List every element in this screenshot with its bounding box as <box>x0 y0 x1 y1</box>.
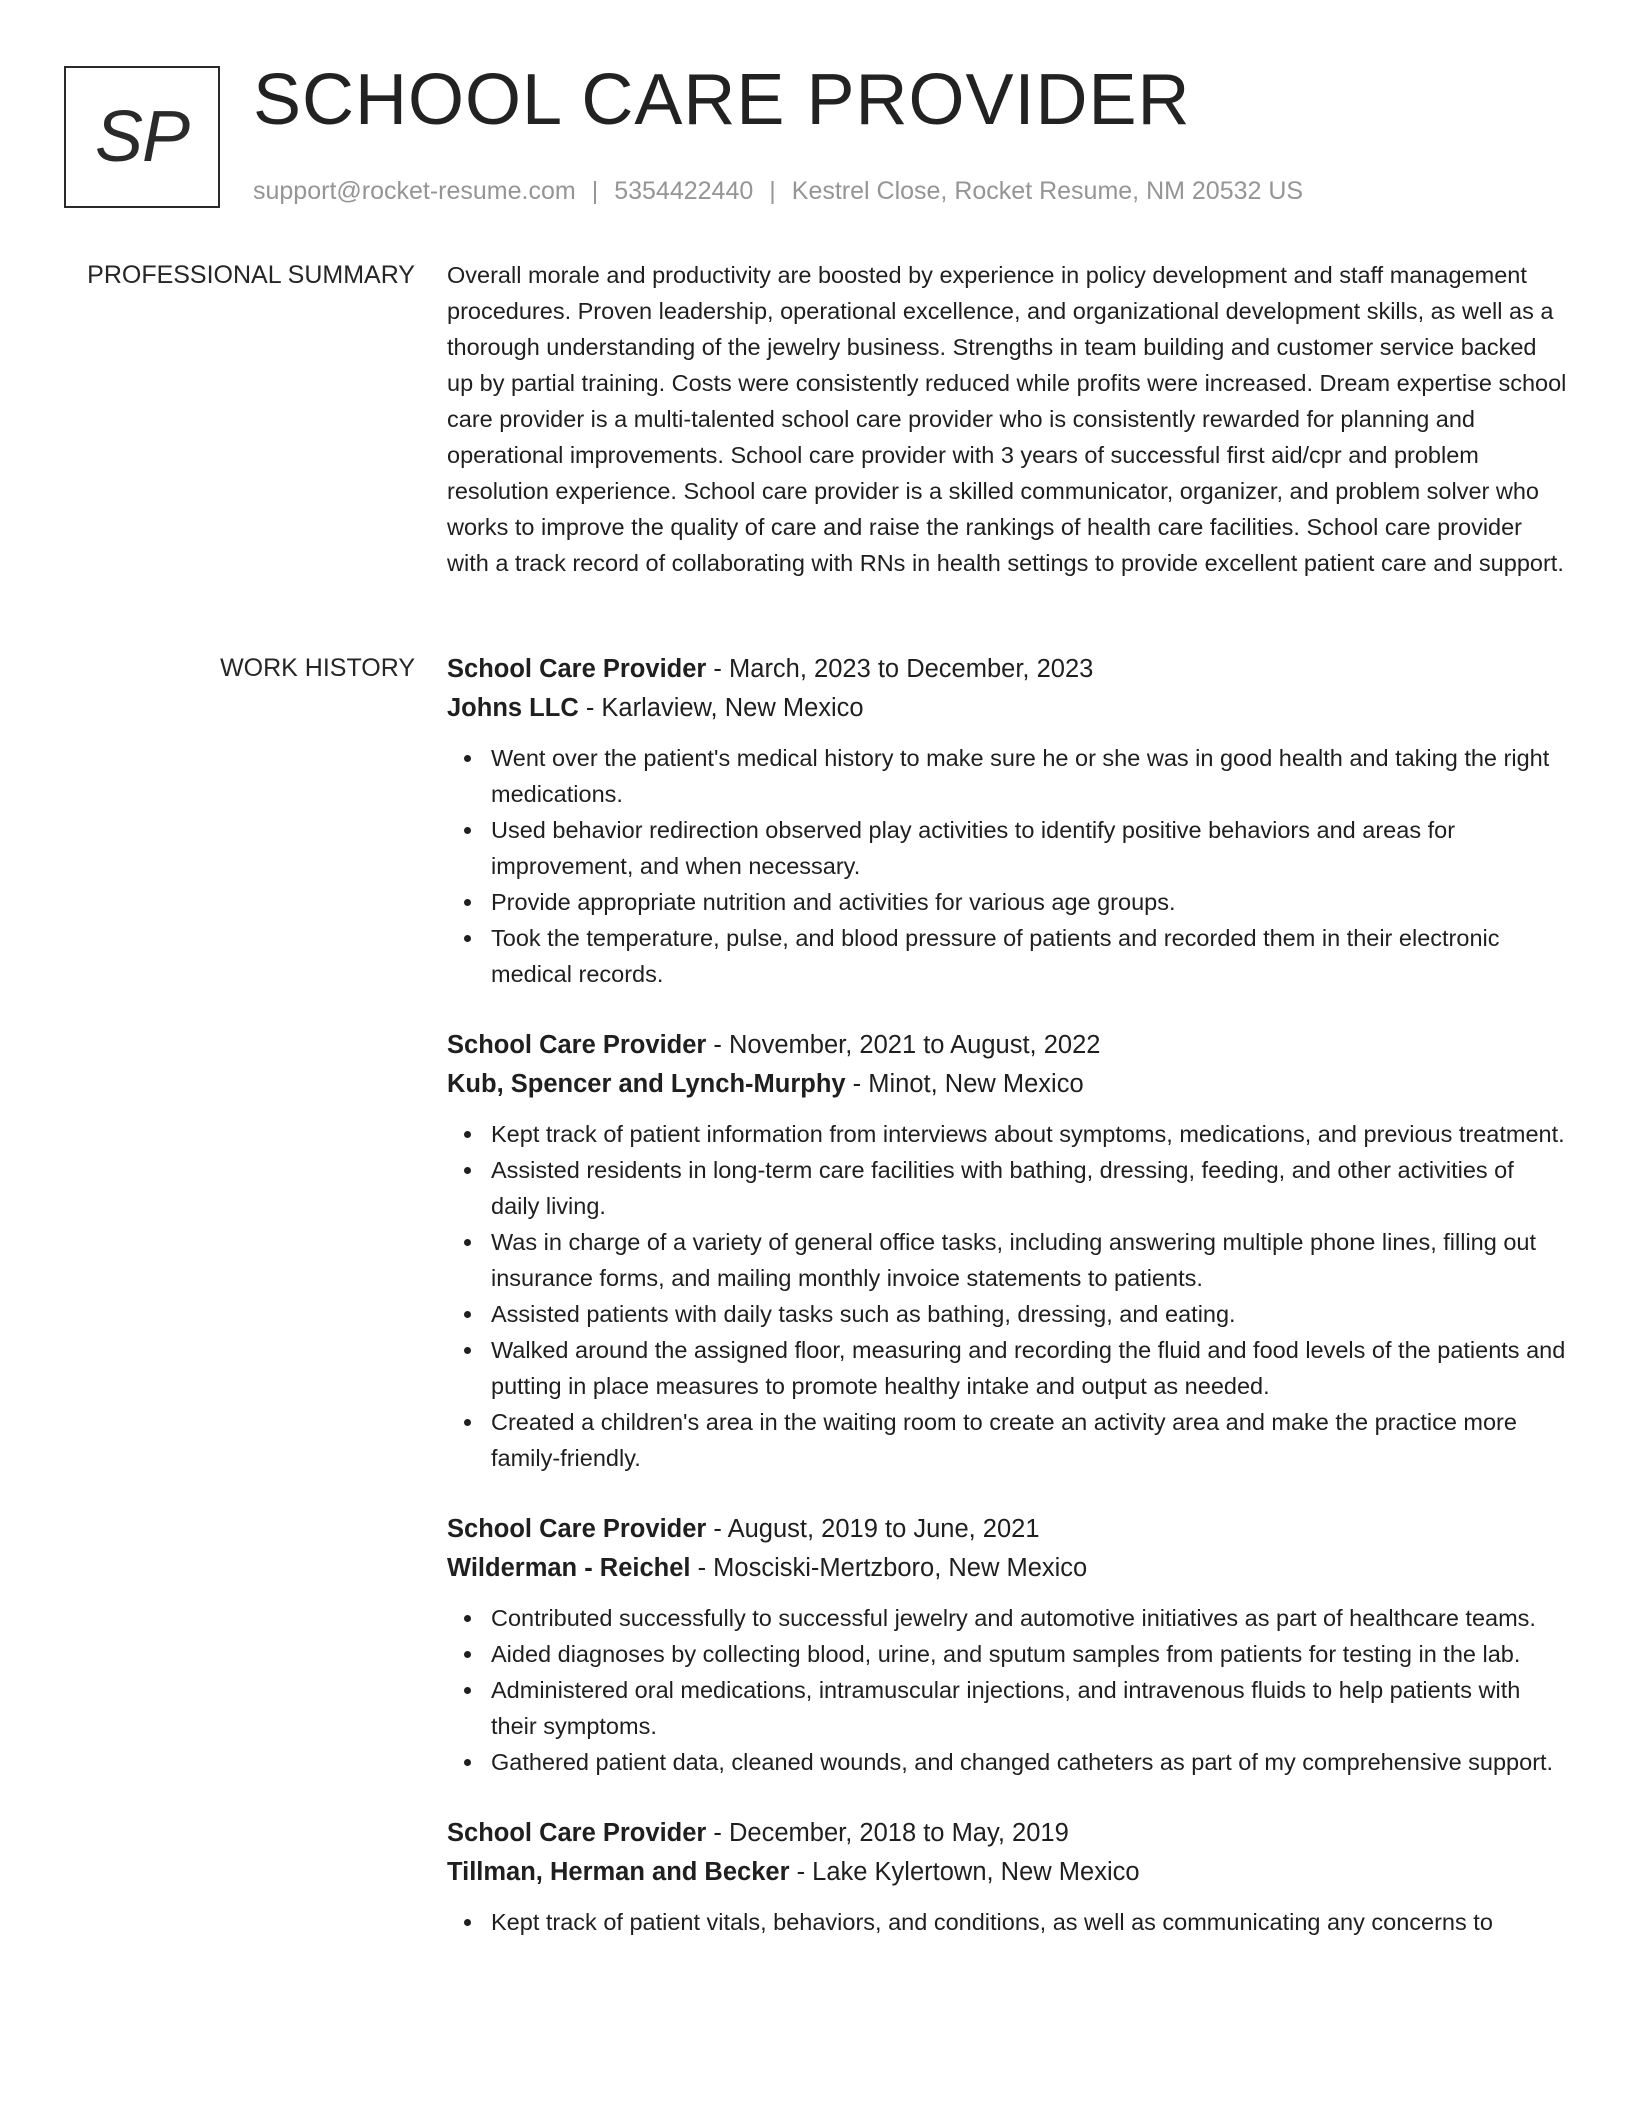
contact-phone: 5354422440 <box>614 177 754 205</box>
job-company-line <box>447 1549 1567 1588</box>
dash-separator: - <box>706 655 730 683</box>
job-dates: March, 2023 to December, 2023 <box>729 655 1094 683</box>
job-location: Lake Kylertown, New Mexico <box>812 1858 1140 1886</box>
job-company: Johns LLC <box>447 694 579 722</box>
job-bullet: Provide appropriate nutrition and activities for various age groups. <box>491 884 1567 920</box>
dash-separator: - <box>578 694 602 722</box>
job-bullet-list <box>447 1116 1567 1476</box>
job-location: Karlaview, New Mexico <box>601 694 864 722</box>
contact-email: support@rocket-resume.com <box>253 177 576 205</box>
summary-text: Overall morale and productivity are boosted by experience in policy development and staff management procedures. Proven leadership, operational excellence, and organizational development skills, as well as a thorough understanding of the jewelry business. Strengths in team building and customer service backed up by partial training. Costs were consistently reduced while profits were increased. Dream expertise school care provider is a multi-talented school care provider who is consistently rewarded for planning and operational improvements. School care provider with 3 years of successful first aid/cpr and problem resolution experience. School care provider is a skilled communicator, organizer, and problem solver who works to improve the quality of care and raise the rankings of health care facilities. School care provider with a track record of collaborating with RNs in health settings to provide excellent patient care and support. <box>447 262 1567 576</box>
work-history-list <box>447 650 1567 1974</box>
job-entry <box>447 1026 1567 1476</box>
job-title: School Care Provider <box>447 1819 707 1847</box>
job-company-line <box>447 689 1567 728</box>
job-company-line <box>447 1853 1567 1892</box>
job-title-line <box>447 1510 1567 1549</box>
job-title: School Care Provider <box>447 655 707 683</box>
job-entry <box>447 650 1567 992</box>
contact-address: Kestrel Close, Rocket Resume, NM 20532 US <box>791 177 1304 205</box>
job-bullet: Assisted residents in long-term care facilities with bathing, dressing, feeding, and other activities of daily living. <box>491 1152 1567 1224</box>
job-bullet: Took the temperature, pulse, and blood pressure of patients and recorded them in their electronic medical records. <box>491 920 1567 992</box>
dash-separator: - <box>690 1554 714 1582</box>
resume-title: SCHOOL CARE PROVIDER <box>253 60 1191 140</box>
job-bullet-list <box>447 1600 1567 1780</box>
dash-separator: - <box>706 1031 730 1059</box>
contact-line <box>253 176 1303 206</box>
job-bullet: Gathered patient data, cleaned wounds, and changed catheters as part of my comprehensive support. <box>491 1744 1567 1780</box>
contact-separator: | <box>769 177 776 205</box>
job-title-line <box>447 650 1567 689</box>
job-title: School Care Provider <box>447 1515 707 1543</box>
job-bullet: Contributed successfully to successful jewelry and automotive initiatives as part of healthcare teams. <box>491 1600 1567 1636</box>
section-heading-work-history: WORK HISTORY <box>220 654 415 682</box>
job-entry <box>447 1814 1567 1940</box>
job-bullet: Kept track of patient information from interviews about symptoms, medications, and previous treatment. <box>491 1116 1567 1152</box>
job-bullet-list <box>447 740 1567 992</box>
job-bullet: Aided diagnoses by collecting blood, urine, and sputum samples from patients for testing in the lab. <box>491 1636 1567 1672</box>
job-bullet: Was in charge of a variety of general office tasks, including answering multiple phone lines, filling out insurance forms, and mailing monthly invoice statements to patients. <box>491 1224 1567 1296</box>
monogram-initials: SP <box>94 97 190 177</box>
job-title-line <box>447 1814 1567 1853</box>
job-bullet: Created a children's area in the waiting room to create an activity area and make the practice more family-friendly. <box>491 1404 1567 1476</box>
job-dates: November, 2021 to August, 2022 <box>729 1031 1101 1059</box>
job-bullet-list <box>447 1904 1567 1940</box>
job-dates: December, 2018 to May, 2019 <box>729 1819 1069 1847</box>
job-company: Wilderman - Reichel <box>447 1554 691 1582</box>
job-title: School Care Provider <box>447 1031 707 1059</box>
job-bullet: Walked around the assigned floor, measuring and recording the fluid and food levels of the patients and putting in place measures to promote healthy intake and output as needed. <box>491 1332 1567 1404</box>
job-entry <box>447 1510 1567 1780</box>
section-heading-summary: PROFESSIONAL SUMMARY <box>87 261 415 289</box>
job-location: Mosciski-Mertzboro, New Mexico <box>713 1554 1088 1582</box>
contact-separator: | <box>591 177 599 205</box>
dash-separator: - <box>706 1515 728 1543</box>
job-bullet: Kept track of patient vitals, behaviors, and conditions, as well as communicating any concerns to <box>491 1904 1567 1940</box>
job-title-line <box>447 1026 1567 1065</box>
job-company: Tillman, Herman and Becker <box>447 1858 790 1886</box>
job-bullet: Used behavior redirection observed play activities to identify positive behaviors and areas for improvement, and when necessary. <box>491 812 1567 884</box>
job-location: Minot, New Mexico <box>868 1070 1084 1098</box>
dash-separator: - <box>706 1819 730 1847</box>
job-bullet: Went over the patient's medical history to make sure he or she was in good health and taking the right medications. <box>491 740 1567 812</box>
job-bullet: Administered oral medications, intramuscular injections, and intravenous fluids to help patients with their symptoms. <box>491 1672 1567 1744</box>
job-dates: August, 2019 to June, 2021 <box>727 1515 1040 1543</box>
job-bullet: Assisted patients with daily tasks such as bathing, dressing, and eating. <box>491 1296 1567 1332</box>
dash-separator: - <box>789 1858 813 1886</box>
dash-separator: - <box>845 1070 869 1098</box>
job-company: Kub, Spencer and Lynch-Murphy <box>447 1070 846 1098</box>
job-company-line <box>447 1065 1567 1104</box>
summary-body <box>447 257 1567 581</box>
monogram-logo <box>64 66 220 208</box>
